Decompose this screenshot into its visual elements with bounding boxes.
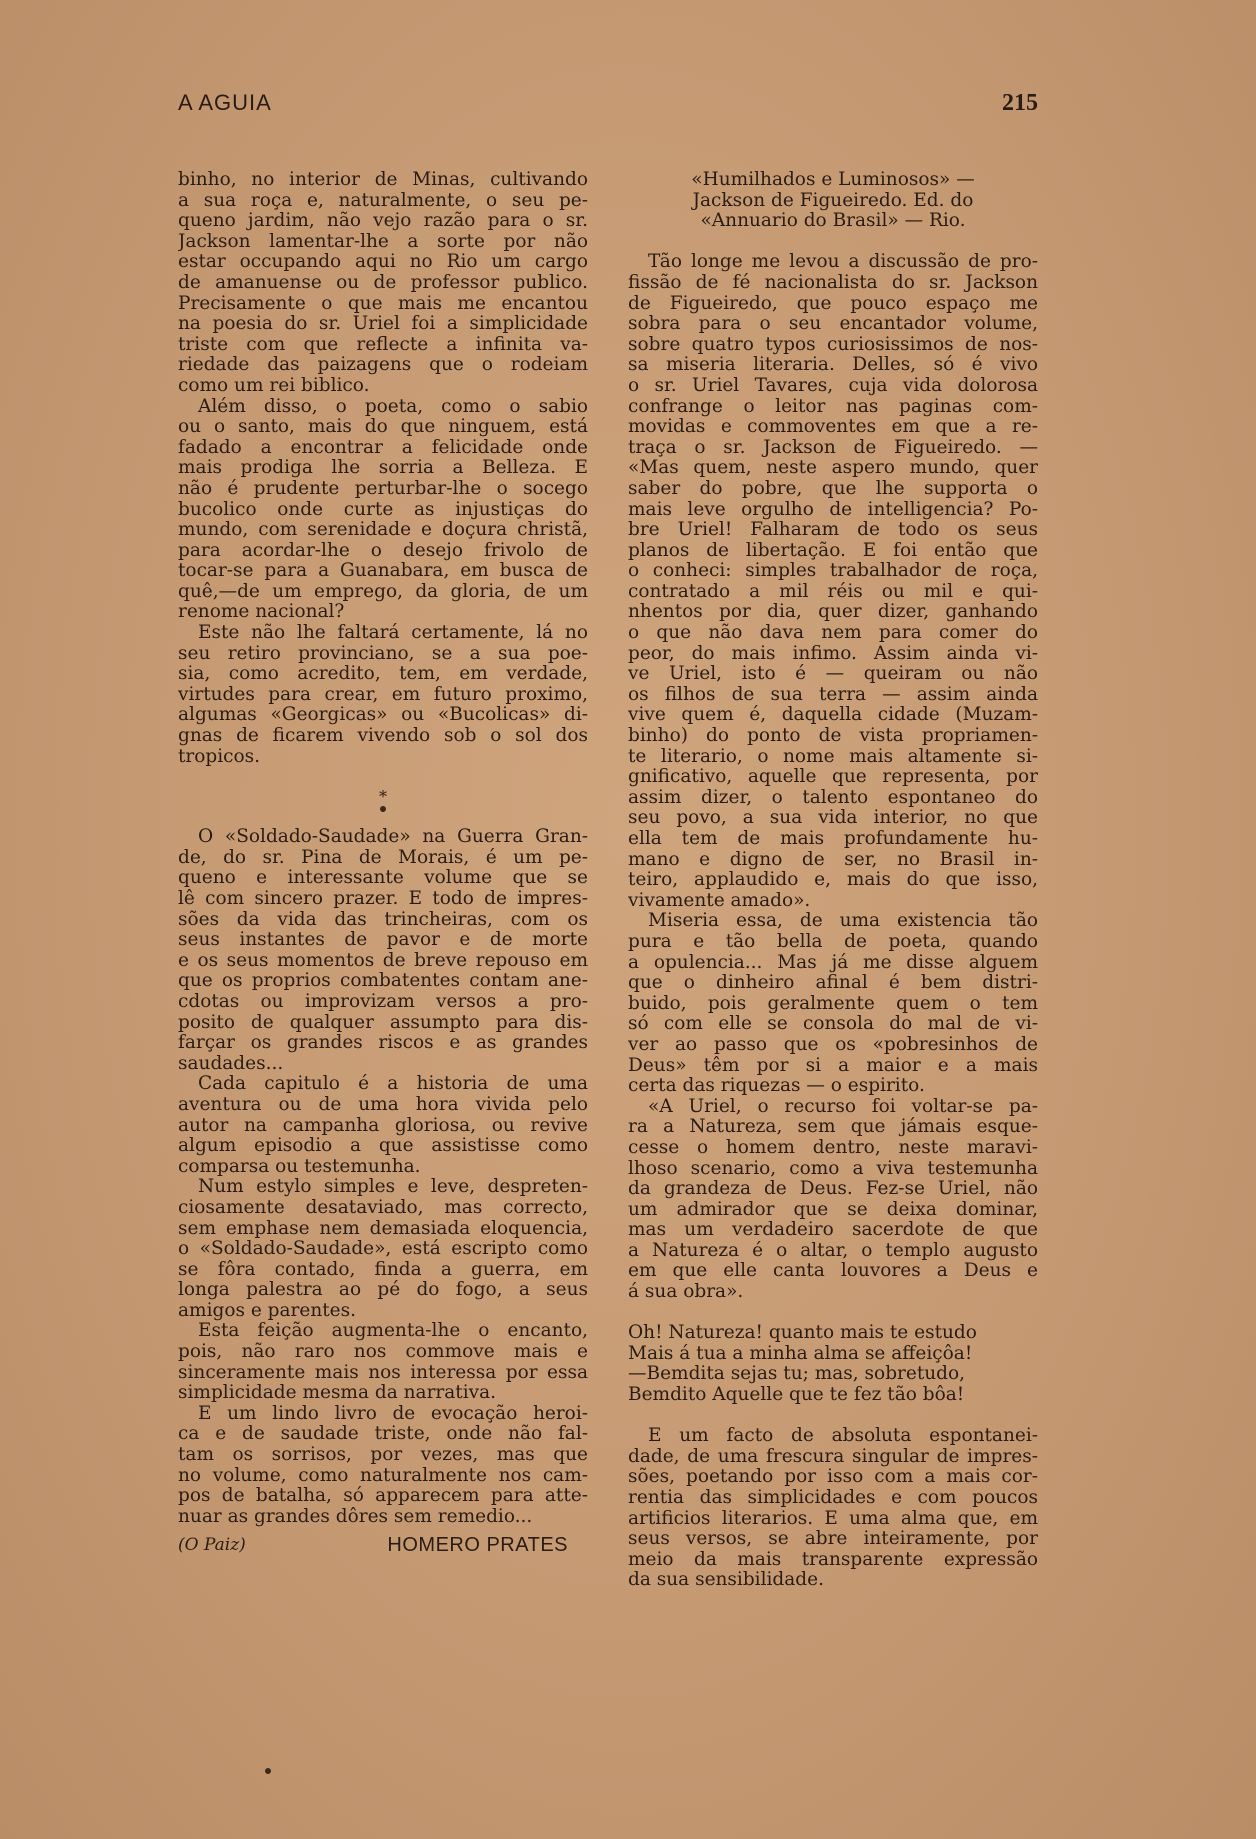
- text-line: binho) do ponto de vista propriamen-: [628, 726, 1038, 747]
- text-line: algumas «Georgicas» ou «Bucolicas» di-: [178, 705, 588, 726]
- text-line: o que não dava nem para comer do: [628, 623, 1038, 644]
- text-line: autor na campanha gloriosa, ou revive: [178, 1115, 588, 1136]
- text-line: amigos e parentes.: [178, 1300, 357, 1321]
- text-line: cesse o homem dentro, neste maravi-: [628, 1137, 1038, 1158]
- text-line: Tão longe me levou a discussão de pro-: [648, 252, 1038, 273]
- text-line: —Bemdita sejas tu; mas, sobretudo,: [628, 1364, 966, 1385]
- text-line: saber do pobre, que lhe supporta o: [628, 478, 1038, 499]
- text-line: de amanuense ou de professor publico.: [178, 272, 588, 293]
- text-line: riedade das paizagens que o rodeiam: [178, 355, 588, 376]
- text-line: sobra para o seu encantador volume,: [628, 314, 1038, 335]
- spacer: [628, 1406, 1038, 1427]
- text-line: lhoso scenario, como a viva testemunha: [628, 1158, 1038, 1179]
- text-line: sem emphase nem demasiada eloquencia,: [178, 1218, 588, 1239]
- journal-title: A AGUIA: [178, 90, 272, 115]
- text-line: que o dinheiro afinal é bem distri-: [628, 973, 1038, 994]
- text-line: «A Uriel, o recurso foi voltar-se pa-: [648, 1096, 1038, 1117]
- verse-quote: [628, 1323, 1038, 1405]
- book-reference: [628, 170, 1038, 232]
- text-line: peor, do mais infimo. Assim ainda vi-: [628, 643, 1038, 664]
- text-line: Num estylo simples e leve, despreten-: [198, 1177, 588, 1198]
- ink-spot: [265, 1768, 271, 1774]
- text-line: queno jardim, não vejo razão para o sr.: [178, 211, 588, 232]
- text-line: meio da mais transparente expressão: [628, 1549, 1038, 1570]
- text-line: movidas e commoventes em que a re-: [628, 417, 1038, 438]
- right-column: [628, 170, 1038, 1591]
- review-body: [628, 252, 1038, 1302]
- text-line: Este não lhe faltará certamente, lá no: [198, 623, 588, 644]
- section-separator: *: [379, 787, 387, 807]
- text-line: confrange o leitor nas paginas com-: [628, 396, 1038, 417]
- author-name: HOMERO PRATES: [387, 1534, 568, 1557]
- text-line: quê,—de um emprego, da gloria, de um: [178, 581, 588, 602]
- page-header: [178, 90, 1038, 126]
- text-line: bucolico onde curte as injustiças do: [178, 499, 588, 520]
- text-line: teiro, applaudido e, mais do que isso,: [628, 870, 1038, 891]
- text-line: seu retiro provinciano, se a sua poe-: [178, 643, 588, 664]
- text-line: vivamente amado».: [628, 890, 811, 911]
- text-line: pura e tão bella de poeta, quando: [628, 931, 1038, 952]
- text-line: á sua obra».: [628, 1282, 744, 1303]
- text-line: ve Uriel, isto é — queiram ou não: [628, 664, 1038, 685]
- text-line: «Annuario do Brasil» — Rio.: [700, 211, 966, 232]
- text-line: nuar as grandes dôres sem remedio...: [178, 1506, 533, 1527]
- text-line: Bemdito Aquelle que te fez tão bôa!: [628, 1385, 965, 1406]
- text-line: gnas de ficarem vivendo sob o sol dos: [178, 726, 588, 747]
- text-line: a Natureza é o altar, o templo augusto: [628, 1240, 1038, 1261]
- text-line: É um lindo livro de evocação heroi-: [198, 1403, 588, 1424]
- text-line: ver ao passo que os «pobresinhos de: [628, 1034, 1038, 1055]
- text-line: Miseria essa, de uma existencia tão: [648, 911, 1038, 932]
- text-line: que os proprios combatentes contam ane-: [178, 971, 588, 992]
- text-line: se fôra contado, finda a guerra, em: [178, 1259, 588, 1280]
- closing-paragraph: [628, 1426, 1038, 1591]
- text-line: sões da vida das trincheiras, com os: [178, 909, 588, 930]
- text-line: rentia das simplicidades e com poucos: [628, 1488, 1038, 1508]
- text-line: O «Soldado-Saudade» na Guerra Gran-: [198, 827, 588, 848]
- text-line: o «Soldado-Saudade», está escripto como: [178, 1239, 588, 1260]
- text-line: contratado a mil réis ou mil e qui-: [628, 581, 1038, 602]
- text-line: o conheci: simples trabalhador de roça,: [628, 561, 1038, 582]
- text-line: planos de libertação. E foi então que: [628, 540, 1038, 561]
- text-line: sia, como acredito, tem, em verdade,: [178, 664, 588, 685]
- text-line: mas um verdadeiro sacerdote de que: [628, 1220, 1038, 1241]
- text-line: te literario, o nome mais altamente si-: [628, 746, 1038, 767]
- text-line: saudades...: [178, 1053, 284, 1074]
- text-line: vive quem é, daquella cidade (Muzam-: [628, 705, 1038, 726]
- text-line: ra a Natureza, sem que jámais esque-: [628, 1117, 1038, 1138]
- text-line: simplicidade mesma da narrativa.: [178, 1383, 497, 1404]
- text-line: os filhos de sua terra — assim ainda: [628, 684, 1038, 705]
- text-line: Deus» têm por si a maior e a mais: [628, 1055, 1038, 1076]
- text-line: lê com sincero prazer. É todo de impres-: [178, 889, 588, 909]
- text-line: e os seus momentos de breve repouso em: [178, 950, 588, 971]
- text-line: buido, pois geralmente quem o tem: [628, 993, 1038, 1014]
- text-line: o sr. Uriel Tavares, cuja vida dolorosa: [628, 375, 1038, 396]
- text-line: posito de qualquer assumpto para dis-: [178, 1012, 588, 1033]
- text-line: «Humilhados e Luminosos» —: [691, 170, 975, 190]
- text-line: algum episodio a que assistisse como: [178, 1136, 588, 1157]
- text-line: tropicos.: [178, 746, 261, 767]
- page-number: 215: [1002, 90, 1038, 116]
- text-line: certa das riquezas — o espirito.: [628, 1076, 925, 1097]
- text-line: só com elle se consola do mal de vi-: [628, 1014, 1038, 1035]
- text-line: É um facto de absoluta espontanei-: [648, 1426, 1038, 1447]
- text-line: renome nacional?: [178, 602, 345, 623]
- text-line: seu povo, a sua vida interior, no que: [628, 808, 1038, 829]
- text-line: Jackson lamentar-lhe a sorte por não: [178, 231, 588, 252]
- text-line: de Figueiredo, que pouco espaço me: [628, 293, 1038, 314]
- text-line: Jackson de Figueiredo. Ed. do: [692, 190, 974, 211]
- text-line: triste com que reflecte a infinita va-: [178, 334, 588, 355]
- text-line: no volume, como naturalmente nos cam-: [178, 1465, 588, 1486]
- spacer: [628, 1303, 1038, 1324]
- text-line: mano e digno de ser, no Brasil in-: [628, 849, 1038, 870]
- review-1-text: [178, 170, 588, 767]
- text-line: mais prodiga lhe sorria a Belleza. E: [178, 458, 588, 479]
- text-line: seus instantes de pavor e de morte: [178, 930, 588, 951]
- text-line: na poesia do sr. Uriel foi a simplicidade: [178, 314, 588, 335]
- text-line: Além disso, o poeta, como o sabio: [198, 396, 588, 417]
- text-line: seus versos, se abre inteiramente, por: [628, 1529, 1038, 1550]
- text-line: comparsa ou testemunha.: [178, 1156, 421, 1177]
- text-line: Precisamente o que mais me encantou: [178, 293, 588, 314]
- source-note: (O Paiz): [178, 1535, 246, 1556]
- text-line: sa miseria literaria. Delles, só é vivo: [628, 355, 1038, 376]
- left-column: [178, 170, 588, 1559]
- text-line: cdotas ou improvizam versos a pro-: [178, 991, 588, 1012]
- spacer: [628, 232, 1038, 253]
- text-line: estar occupando aqui no Rio um cargo: [178, 252, 588, 273]
- text-line: não é prudente perturbar-lhe o socego: [178, 478, 588, 499]
- text-line: virtudes para crear, em futuro proximo,: [178, 684, 588, 705]
- text-line: da grandeza de Deus. Fez-se Uriel, não: [628, 1179, 1038, 1200]
- text-line: fissão de fé nacionalista do sr. Jackson: [628, 272, 1038, 293]
- text-line: mundo, com serenidade e doçura christã,: [178, 520, 588, 541]
- text-line: como um rei biblico.: [178, 375, 370, 396]
- text-line: Esta feição augmenta-lhe o encanto,: [198, 1321, 588, 1342]
- signature-block: [178, 1535, 588, 1559]
- text-line: Oh! Natureza! quanto mais te estudo: [628, 1323, 977, 1344]
- text-line: tam os sorrisos, por vezes, mas que: [178, 1445, 588, 1466]
- text-line: Cada capitulo é a historia de uma: [198, 1074, 588, 1095]
- text-line: ella tem de mais profundamente hu-: [628, 829, 1038, 849]
- text-line: gnificativo, aquelle que representa, por: [628, 767, 1038, 788]
- text-line: artificios literarios. É uma alma que, em: [628, 1508, 1038, 1529]
- text-line: pos de batalha, só apparecem para atte-: [178, 1486, 588, 1507]
- text-line: ciosamente desataviado, mas correcto,: [178, 1197, 588, 1218]
- text-line: pois, não raro nos commove mais e: [178, 1342, 588, 1363]
- text-line: traça o sr. Jackson de Figueiredo. —: [628, 437, 1038, 458]
- text-line: para acordar-lhe o desejo frivolo de: [178, 540, 588, 561]
- text-line: fadado a encontrar a felicidade onde: [178, 437, 588, 458]
- review-2-text: [178, 827, 588, 1527]
- text-line: sões, poetando por isso com a mais cor-: [628, 1467, 1038, 1488]
- text-line: sinceramente mais nos interessa por essa: [178, 1362, 588, 1383]
- text-line: da sua sensibilidade.: [628, 1570, 824, 1591]
- text-line: bre Uriel! Falharam de todo os seus: [628, 520, 1038, 541]
- text-line: dade, de uma frescura singular de impres-: [628, 1446, 1038, 1467]
- text-line: um admirador que se deixa dominar,: [628, 1199, 1038, 1220]
- text-line: aventura ou de uma hora vivida pelo: [178, 1094, 588, 1115]
- text-line: farçar os grandes riscos e as grandes: [178, 1033, 588, 1054]
- text-line: ou o santo, mais do que ninguem, está: [178, 417, 588, 438]
- text-line: longa palestra ao pé do fogo, a seus: [178, 1280, 588, 1301]
- text-line: de, do sr. Pina de Morais, é um pe-: [178, 847, 588, 868]
- text-line: nhentos por dia, quer dizer, ganhando: [628, 602, 1038, 623]
- text-line: «Mas quem, neste aspero mundo, quer: [628, 458, 1038, 479]
- text-line: mais leve orgulho de intelligencia? Po-: [628, 499, 1038, 520]
- text-line: tocar-se para a Guanabara, em busca de: [178, 561, 588, 582]
- text-line: binho, no interior de Minas, cultivando: [178, 170, 588, 190]
- text-line: queno e interessante volume que se: [178, 868, 588, 889]
- ink-spot: [380, 806, 386, 812]
- text-line: em que elle canta louvores a Deus e: [628, 1261, 1038, 1282]
- text-line: a opulencia... Mas já me disse alguem: [628, 952, 1038, 973]
- text-line: ca e de saudade triste, onde não fal-: [178, 1424, 588, 1445]
- text-line: assim dizer, o talento espontaneo do: [628, 787, 1038, 808]
- text-line: sobre quatro typos curiosissimos de nos-: [628, 334, 1038, 355]
- text-line: a sua roça e, naturalmente, o seu pe-: [178, 190, 588, 211]
- text-line: Mais á tua a minha alma se affeiçôa!: [628, 1343, 973, 1364]
